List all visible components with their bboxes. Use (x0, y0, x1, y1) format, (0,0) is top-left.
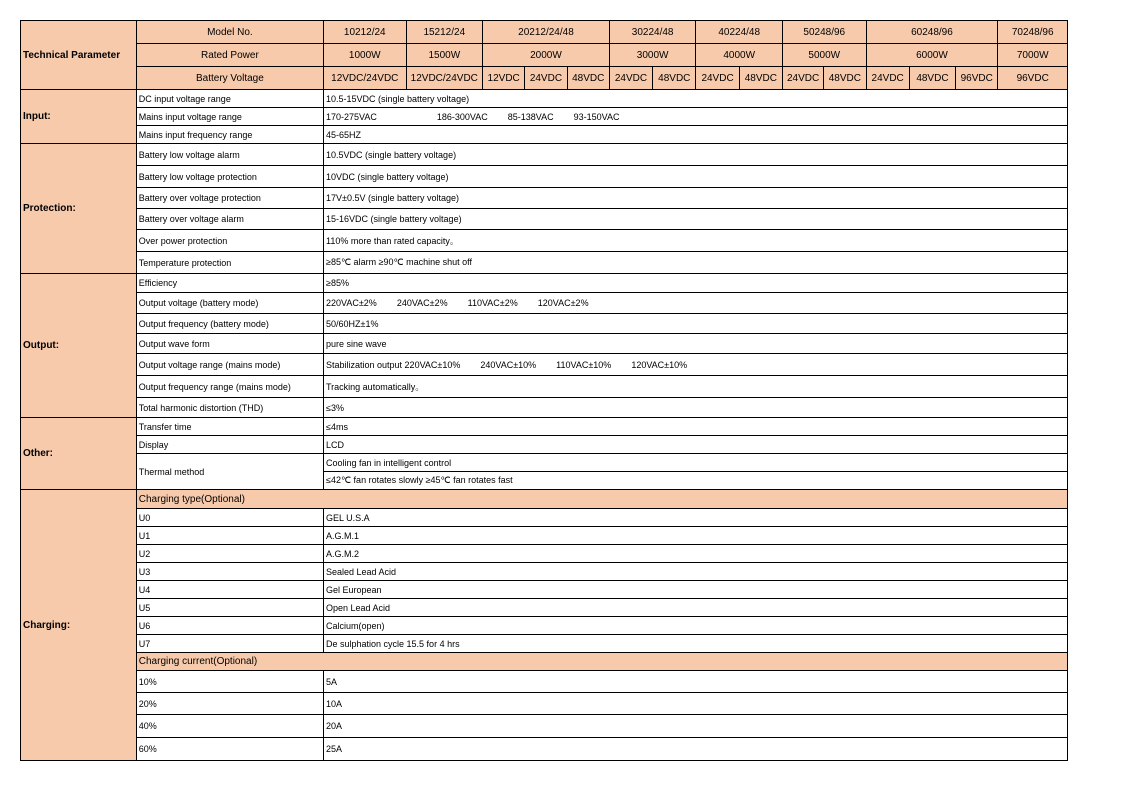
section-other: Other: (21, 418, 137, 490)
charging-type-value: A.G.M.2 (324, 545, 1068, 563)
voltage-cell: 24VDC (609, 67, 652, 90)
charging-type-value: Sealed Lead Acid (324, 563, 1068, 581)
power-cell: 1000W (324, 44, 407, 67)
spec-table (20, 20, 1068, 761)
charging-pct: 10% (136, 671, 323, 693)
battery-voltage-label: Battery Voltage (136, 67, 323, 90)
charging-type-value: Gel European (324, 581, 1068, 599)
technical-parameter-label: Technical Parameter (21, 21, 137, 90)
param-label: Temperature protection (136, 252, 323, 274)
param-value: 170-275VAC 186-300VAC 85-138VAC 93-150VAC (324, 108, 1068, 126)
section-input: Input: (21, 90, 137, 144)
charging-code: U0 (136, 509, 323, 527)
voltage-cell: 24VDC (782, 67, 823, 90)
param-label: Battery over voltage alarm (136, 209, 323, 230)
section-charging: Charging: (21, 490, 137, 761)
param-value: 17V±0.5V (single battery voltage) (324, 188, 1068, 209)
param-label: Output voltage range (mains mode) (136, 354, 323, 376)
param-value: Tracking automatically。 (324, 376, 1068, 398)
charging-type-value: A.G.M.1 (324, 527, 1068, 545)
voltage-cell: 24VDC (866, 67, 909, 90)
param-label: Output wave form (136, 334, 323, 354)
charging-code: U2 (136, 545, 323, 563)
model-cell: 40224/48 (696, 21, 783, 44)
charging-current-header: Charging current(Optional) (136, 653, 1067, 671)
param-label: DC input voltage range (136, 90, 323, 108)
charging-code: U6 (136, 617, 323, 635)
voltage-cell: 48VDC (909, 67, 955, 90)
param-label: Over power protection (136, 230, 323, 252)
section-output: Output: (21, 274, 137, 418)
voltage-cell: 12VDC/24VDC (324, 67, 407, 90)
charging-code: U1 (136, 527, 323, 545)
model-cell: 15212/24 (406, 21, 483, 44)
param-value: 45-65HZ (324, 126, 1068, 144)
param-value: ≤3% (324, 398, 1068, 418)
model-cell: 20212/24/48 (483, 21, 610, 44)
param-label: Output voltage (battery mode) (136, 293, 323, 314)
charging-code: U7 (136, 635, 323, 653)
param-value: 10.5-15VDC (single battery voltage) (324, 90, 1068, 108)
param-label: Transfer time (136, 418, 323, 436)
power-cell: 7000W (998, 44, 1068, 67)
voltage-cell: 96VDC (998, 67, 1068, 90)
charging-type-value: Calcium(open) (324, 617, 1068, 635)
param-value: ≥85℃ alarm ≥90℃ machine shut off (324, 252, 1068, 274)
param-label: Battery low voltage alarm (136, 144, 323, 166)
model-cell: 30224/48 (609, 21, 696, 44)
voltage-cell: 48VDC (567, 67, 609, 90)
param-value: 15-16VDC (single battery voltage) (324, 209, 1068, 230)
param-value: ≥85% (324, 274, 1068, 293)
param-label: Thermal method (136, 454, 323, 490)
param-value: Stabilization output 220VAC±10% 240VAC±10% 110VAC±10% 120VAC±10% (324, 354, 1068, 376)
param-value: pure sine wave (324, 334, 1068, 354)
voltage-cell: 48VDC (653, 67, 696, 90)
model-cell: 60248/96 (866, 21, 998, 44)
voltage-cell: 96VDC (956, 67, 998, 90)
charging-current-value: 25A (324, 738, 1068, 761)
charging-pct: 60% (136, 738, 323, 761)
param-label: Battery over voltage protection (136, 188, 323, 209)
charging-current-value: 10A (324, 693, 1068, 715)
param-label: Display (136, 436, 323, 454)
power-cell: 5000W (782, 44, 866, 67)
param-value: ≤42℃ fan rotates slowly ≥45℃ fan rotates fast (324, 472, 1068, 490)
param-label: Battery low voltage protection (136, 166, 323, 188)
charging-type-header: Charging type(Optional) (136, 490, 1067, 509)
charging-current-value: 20A (324, 715, 1068, 738)
charging-type-value: Open Lead Acid (324, 599, 1068, 617)
param-label: Mains input voltage range (136, 108, 323, 126)
param-value: 10.5VDC (single battery voltage) (324, 144, 1068, 166)
model-cell: 50248/96 (782, 21, 866, 44)
voltage-cell: 48VDC (739, 67, 782, 90)
param-label: Total harmonic distortion (THD) (136, 398, 323, 418)
param-value: 50/60HZ±1% (324, 314, 1068, 334)
model-no-label: Model No. (136, 21, 323, 44)
param-value: 110% more than rated capacity。 (324, 230, 1068, 252)
voltage-cell: 24VDC (696, 67, 739, 90)
param-label: Output frequency range (mains mode) (136, 376, 323, 398)
model-cell: 10212/24 (324, 21, 407, 44)
rated-power-label: Rated Power (136, 44, 323, 67)
section-protection: Protection: (21, 144, 137, 274)
param-value: ≤4ms (324, 418, 1068, 436)
param-label: Output frequency (battery mode) (136, 314, 323, 334)
voltage-cell: 48VDC (824, 67, 866, 90)
param-value: LCD (324, 436, 1068, 454)
charging-type-value: De sulphation cycle 15.5 for 4 hrs (324, 635, 1068, 653)
power-cell: 6000W (866, 44, 998, 67)
charging-current-value: 5A (324, 671, 1068, 693)
model-cell: 70248/96 (998, 21, 1068, 44)
charging-code: U3 (136, 563, 323, 581)
param-value: 10VDC (single battery voltage) (324, 166, 1068, 188)
power-cell: 4000W (696, 44, 783, 67)
voltage-cell: 24VDC (525, 67, 567, 90)
param-value: 220VAC±2% 240VAC±2% 110VAC±2% 120VAC±2% (324, 293, 1068, 314)
charging-type-value: GEL U.S.A (324, 509, 1068, 527)
voltage-cell: 12VDC (483, 67, 525, 90)
power-cell: 1500W (406, 44, 483, 67)
param-label: Mains input frequency range (136, 126, 323, 144)
param-label: Efficiency (136, 274, 323, 293)
voltage-cell: 12VDC/24VDC (406, 67, 483, 90)
power-cell: 3000W (609, 44, 696, 67)
charging-code: U5 (136, 599, 323, 617)
charging-pct: 40% (136, 715, 323, 738)
param-value: Cooling fan in intelligent control (324, 454, 1068, 472)
power-cell: 2000W (483, 44, 610, 67)
charging-pct: 20% (136, 693, 323, 715)
charging-code: U4 (136, 581, 323, 599)
